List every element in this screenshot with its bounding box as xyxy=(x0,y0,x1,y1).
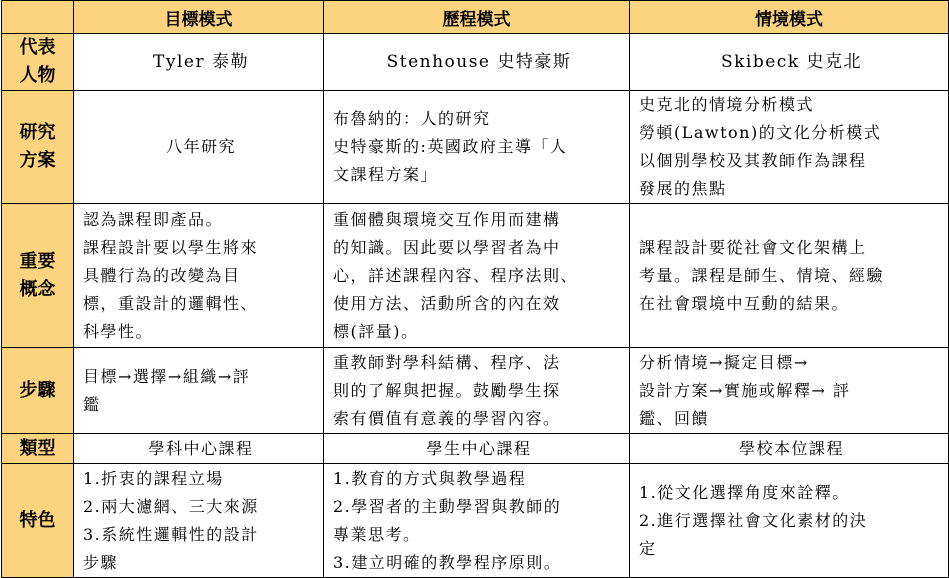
row-label-line: 代表 xyxy=(19,37,56,58)
steps-process xyxy=(324,348,630,434)
cell-line: 科學性。 xyxy=(83,321,154,341)
steps-situational xyxy=(630,348,949,434)
cell-line: 的知識。因此要以學習者為中 xyxy=(333,237,561,257)
row-concepts xyxy=(2,204,949,348)
representative-process: Stenhouse 史特豪斯 xyxy=(324,34,630,91)
cell-line: 3.建立明確的教學程序原則。 xyxy=(333,552,562,572)
concepts-objective xyxy=(74,204,324,348)
concepts-situational xyxy=(630,204,949,348)
cell-line: 在社會環境中互動的結果。 xyxy=(639,293,850,313)
cell-line: 心，詳述課程內容、程序法則、 xyxy=(333,265,579,285)
features-objective xyxy=(74,464,324,578)
cell-line: 發展的焦點 xyxy=(639,179,727,198)
row-research xyxy=(2,91,949,204)
row-label-line: 研究 xyxy=(19,122,56,143)
cell-line: 定 xyxy=(639,538,657,558)
research-objective xyxy=(74,91,324,204)
cell-line: 1.從文化選擇角度來詮釋。 xyxy=(639,482,850,502)
row-label-line: 步驟 xyxy=(19,379,56,401)
cell-line: 則的了解與把握。鼓勵學生探 xyxy=(333,380,561,400)
concepts-process xyxy=(324,204,630,348)
representative-objective: Tyler 泰勒 xyxy=(74,34,324,91)
type-objective: 學科中心課程 xyxy=(74,434,324,464)
cell-line: 目標→選擇→組織→評 xyxy=(83,366,251,386)
cell-line: 文課程方案」 xyxy=(333,165,439,184)
steps-objective xyxy=(74,348,324,434)
row-label-research xyxy=(2,91,74,204)
cell-line: 鑑 xyxy=(83,394,101,414)
cell-line: 2.進行選擇社會文化素材的決 xyxy=(639,510,868,530)
row-label-line: 概念 xyxy=(19,278,56,300)
cell-line: 使用方法、活動所含的內在效 xyxy=(333,293,561,313)
cell-line: 史特豪斯的:英國政府主導「人 xyxy=(333,137,568,156)
cell-line: 1.教育的方式與教學過程 xyxy=(333,468,527,488)
research-process xyxy=(324,91,630,204)
row-label-line: 人物 xyxy=(19,65,56,86)
cell-line: 具體行為的改變為目 xyxy=(83,265,241,285)
row-label-line: 重要 xyxy=(19,250,56,272)
row-label-representative xyxy=(2,34,74,91)
cell-line: 分析情境→擬定目標→ xyxy=(639,352,809,372)
header-objective-model: 目標模式 xyxy=(74,1,324,34)
row-features xyxy=(2,464,949,578)
cell-line: 2.學習者的主動學習與教師的 xyxy=(333,496,562,516)
row-label-type xyxy=(2,434,74,464)
cell-line: 以個別學校及其教師作為課程 xyxy=(639,151,867,170)
header-corner-cell xyxy=(2,1,74,34)
cell-line: 史克北的情境分析模式 xyxy=(639,95,815,114)
row-representative xyxy=(2,34,949,91)
row-label-line: 特色 xyxy=(19,509,56,531)
curriculum-model-comparison-table xyxy=(1,0,949,578)
cell-line: 索有價值有意義的學習內容。 xyxy=(333,408,561,428)
cell-line: 1.折衷的課程立場 xyxy=(83,468,224,488)
header-row xyxy=(2,1,949,34)
features-situational xyxy=(630,464,949,578)
row-label-steps xyxy=(2,348,74,434)
cell-line: 課程設計要從社會文化架構上 xyxy=(639,237,867,257)
cell-line: 八年研究 xyxy=(165,137,236,156)
header-process-model: 歷程模式 xyxy=(324,1,630,34)
cell-line: 標(評量)。 xyxy=(333,321,419,341)
type-situational: 學校本位課程 xyxy=(630,434,949,464)
cell-line: 專業思考。 xyxy=(333,524,421,544)
cell-line: 布魯納的：人的研究 xyxy=(333,109,491,128)
cell-line: 重個體與環境交互作用而建構 xyxy=(333,209,561,229)
cell-line: 標，重設計的邏輯性、 xyxy=(83,293,259,313)
row-label-features xyxy=(2,464,74,578)
row-type xyxy=(2,434,949,464)
row-steps xyxy=(2,348,949,434)
cell-line: 考量。課程是師生、情境、經驗 xyxy=(639,265,885,285)
features-process xyxy=(324,464,630,578)
row-label-concepts xyxy=(2,204,74,348)
cell-line: 鑑、回饋 xyxy=(639,408,710,428)
header-situational-model: 情境模式 xyxy=(630,1,949,34)
cell-line: 認為課程即產品。 xyxy=(83,209,224,229)
type-process: 學生中心課程 xyxy=(324,434,630,464)
cell-line: 步驟 xyxy=(83,552,119,572)
cell-line: 3.系統性邏輯性的設計 xyxy=(83,524,259,544)
cell-line: 課程設計要以學生將來 xyxy=(83,237,259,257)
cell-line: 勞頓(Lawton)的文化分析模式 xyxy=(639,123,882,142)
row-label-line: 方案 xyxy=(19,150,56,171)
representative-situational: Skibeck 史克北 xyxy=(630,34,949,91)
cell-line: 2.兩大濾網、三大來源 xyxy=(83,496,259,516)
cell-line: 重教師對學科結構、程序、法 xyxy=(333,352,561,372)
cell-line: 設計方案→實施或解釋→ 評 xyxy=(639,380,851,400)
row-label-line: 類型 xyxy=(19,437,56,459)
research-situational xyxy=(630,91,949,204)
